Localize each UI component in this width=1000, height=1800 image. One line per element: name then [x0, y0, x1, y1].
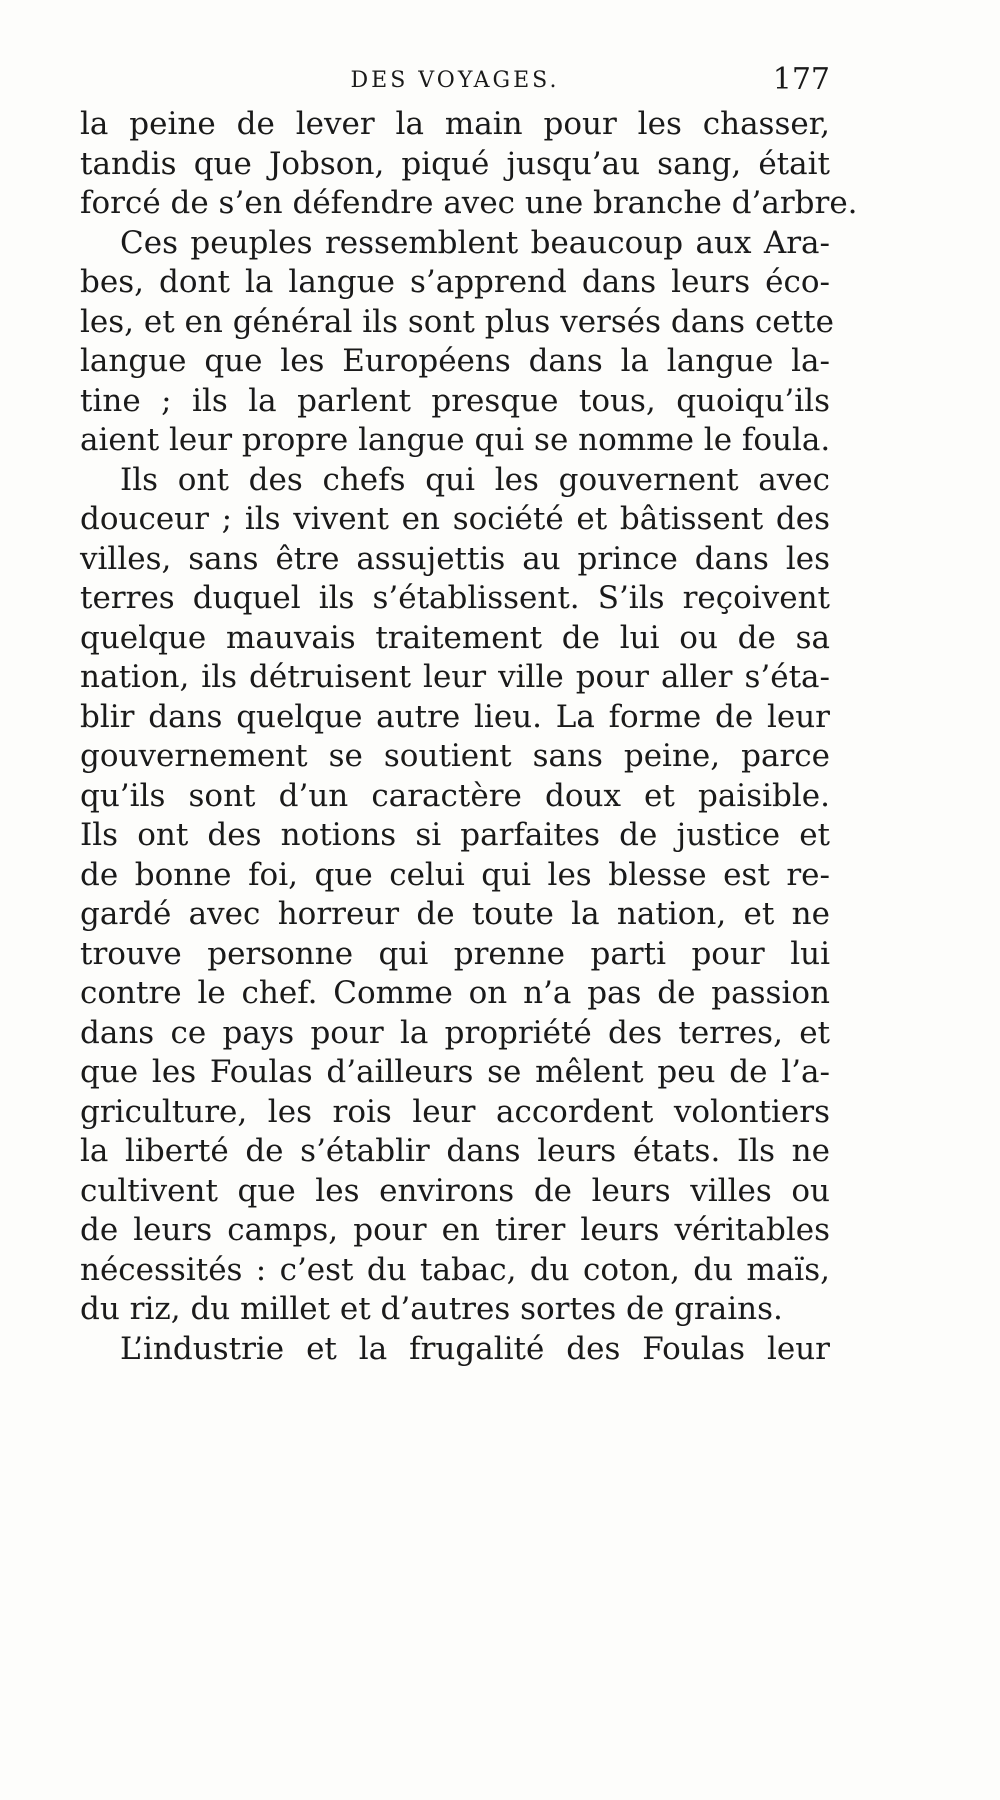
- text-line: gardé avec horreur de toute la nation, et ne: [80, 896, 830, 932]
- paragraph: [80, 1330, 830, 1370]
- text-line: Ces peuples ressemblent beaucoup aux Ara-: [120, 224, 830, 261]
- text-line: que les Foulas d’ailleurs se mêlent peu de l’a-: [80, 1054, 830, 1090]
- text-line: langue que les Européens dans la langue la-: [80, 343, 830, 379]
- text-line: quelque mauvais traitement de lui ou de sa: [80, 619, 830, 656]
- text-line: Ils ont des notions si parfaites de justice et: [80, 817, 830, 853]
- paragraph: [80, 224, 834, 461]
- text-line: Ils ont des chefs qui les gouvernent avec: [120, 461, 830, 498]
- text-line: tandis que Jobson, piqué jusqu’au sang, était: [80, 145, 830, 182]
- text-line: nation, ils détruisent leur ville pour aller s’éta-: [80, 659, 830, 695]
- text-line: du riz, du millet et d’autres sortes de grains.: [80, 1291, 783, 1327]
- text-line: bes, dont la langue s’apprend dans leurs éco-: [80, 264, 830, 300]
- text-line: nécessités : c’est du tabac, du coton, du maïs,: [80, 1251, 830, 1288]
- text-line: de leurs camps, pour en tirer leurs véritables: [80, 1212, 830, 1248]
- page-header: [80, 62, 830, 102]
- body-text: [80, 105, 858, 1369]
- text-line: contre le chef. Comme on n’a pas de passion: [80, 975, 830, 1011]
- text-line: L’industrie et la frugalité des Foulas leur: [120, 1330, 830, 1367]
- text-line: la liberté de s’établir dans leurs états. Ils ne: [80, 1133, 830, 1169]
- text-line: griculture, les rois leur accordent volontiers: [80, 1093, 830, 1130]
- text-line: villes, sans être assujettis au prince dans les: [80, 540, 830, 577]
- paragraph: [80, 461, 830, 1330]
- text-line: dans ce pays pour la propriété des terres, et: [80, 1014, 830, 1051]
- text-line: forcé de s’en défendre avec une branche d’arbre.: [80, 185, 858, 221]
- text-line: la peine de lever la main pour les chasser,: [80, 106, 830, 142]
- text-line: les, et en général ils sont plus versés dans cette: [80, 303, 834, 340]
- text-line: terres duquel ils s’établissent. S’ils reçoivent: [80, 580, 830, 616]
- text-line: cultivent que les environs de leurs villes ou: [80, 1172, 830, 1209]
- running-title: DES VOYAGES.: [350, 68, 560, 93]
- text-line: blir dans quelque autre lieu. La forme de leur: [80, 698, 830, 735]
- text-line: gouvernement se soutient sans peine, parce: [80, 738, 830, 774]
- text-line: tine ; ils la parlent presque tous, quoiqu’ils: [80, 382, 830, 419]
- text-line: aient leur propre langue qui se nomme le foula.: [80, 422, 831, 458]
- page-number: 177: [772, 62, 830, 97]
- paragraph: [80, 105, 858, 224]
- text-line: trouve personne qui prenne parti pour lui: [80, 935, 830, 972]
- text-line: douceur ; ils vivent en société et bâtissent des: [80, 501, 830, 537]
- text-line: de bonne foi, que celui qui les blesse est re-: [80, 856, 830, 893]
- text-line: qu’ils sont d’un caractère doux et paisible.: [80, 777, 830, 814]
